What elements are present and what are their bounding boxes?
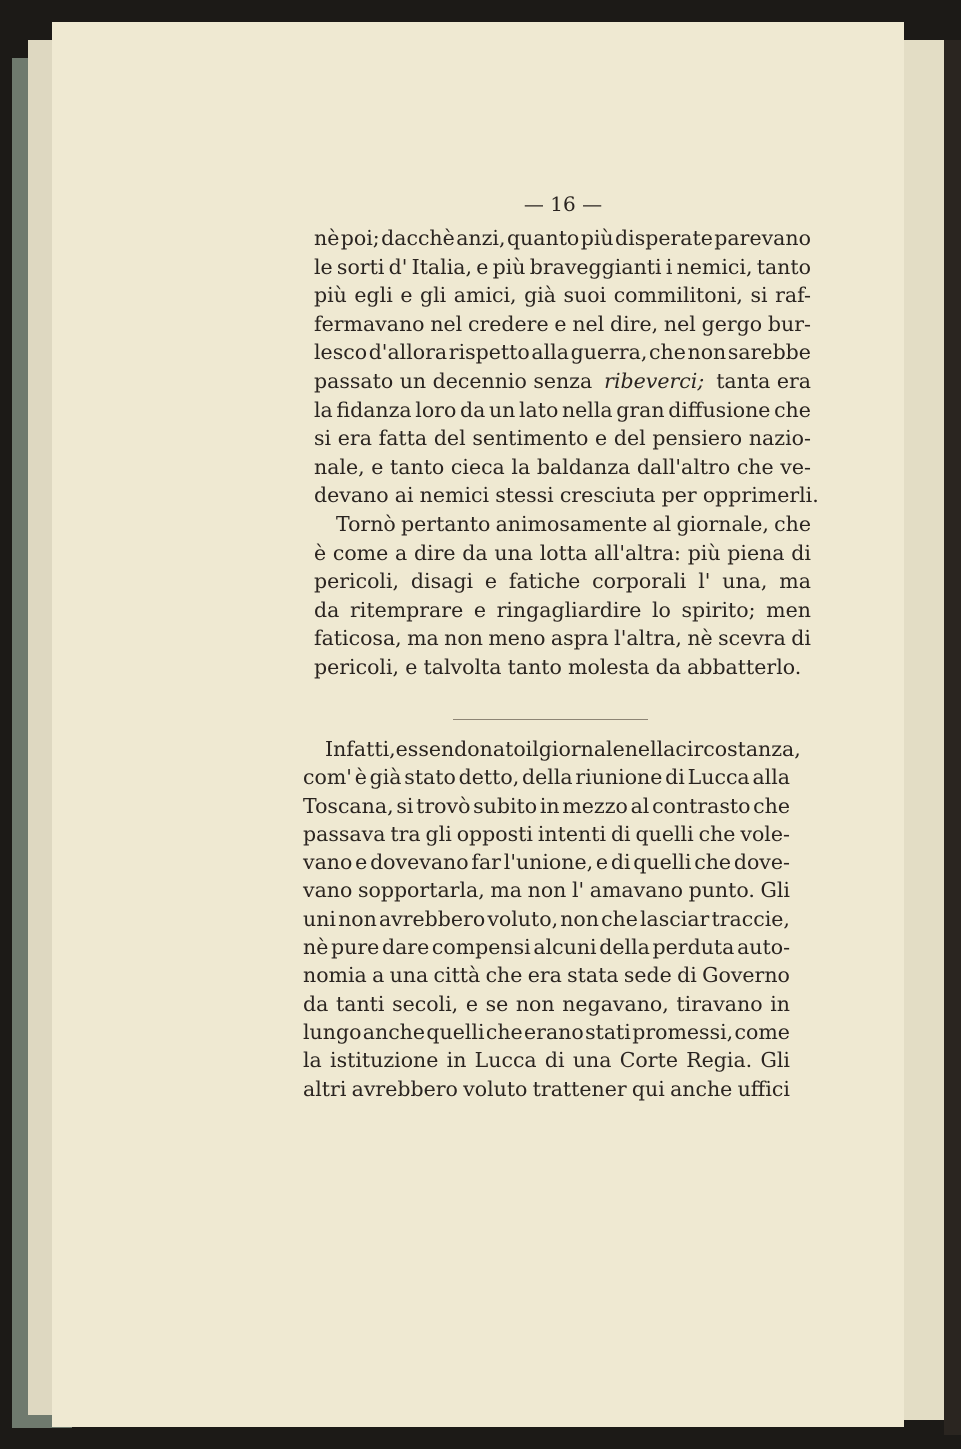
word: ai: [394, 483, 414, 508]
word: scevra: [718, 626, 786, 651]
word: che: [736, 454, 774, 479]
word: alla: [531, 340, 569, 365]
right-page-edges: [904, 40, 944, 1420]
word: dove-: [733, 850, 790, 875]
word: voluto,: [487, 906, 559, 931]
text-line: [314, 281, 811, 310]
word: gran: [616, 397, 665, 422]
word: loro: [415, 397, 457, 422]
word: d': [388, 254, 408, 279]
word: stata: [567, 963, 619, 988]
word: di: [610, 821, 631, 846]
word: pure: [331, 935, 380, 960]
word: tiravano: [676, 991, 763, 1016]
word: che: [774, 397, 811, 422]
word: bur-: [767, 311, 811, 336]
text-line: [303, 1018, 790, 1046]
text-line: [303, 961, 790, 989]
word: dacchè: [381, 226, 455, 250]
word: giornale,: [676, 511, 769, 536]
word: l'unione,: [503, 850, 594, 875]
text-line: [314, 481, 819, 510]
word: passava: [303, 821, 386, 846]
text-line: [314, 596, 811, 625]
word: vano: [303, 878, 353, 903]
text-line: [303, 1046, 790, 1074]
text-line: [303, 820, 790, 848]
word: in: [539, 793, 560, 818]
word: men: [766, 597, 811, 622]
text-line: [314, 253, 811, 282]
word: della: [522, 765, 573, 790]
word: all'altra:: [594, 540, 681, 565]
word: mezzo: [562, 793, 628, 818]
text-line: [303, 990, 790, 1018]
text-line: [314, 424, 811, 453]
word: Regia.: [686, 1048, 753, 1073]
word: e: [465, 991, 478, 1016]
word: al: [652, 511, 672, 536]
word: e: [371, 454, 384, 479]
word: secoli,: [392, 991, 459, 1016]
text-line: [314, 567, 811, 596]
word: da: [314, 597, 340, 622]
word: pericoli,: [314, 654, 400, 679]
word: giornale: [538, 737, 625, 761]
word: la: [303, 1048, 322, 1073]
word: com': [303, 765, 352, 790]
word: diffusione: [668, 397, 771, 422]
word: non: [560, 906, 599, 931]
word: lo: [651, 597, 671, 622]
word: spirito;: [681, 597, 756, 622]
word: nella: [624, 737, 676, 761]
word: Gli: [760, 878, 790, 903]
word: che: [649, 340, 686, 365]
word: nemici: [419, 483, 490, 508]
text-line: [314, 338, 811, 367]
word: baldanza: [536, 454, 631, 479]
word: gli: [420, 283, 447, 308]
word: far: [471, 850, 501, 875]
word: da: [462, 540, 488, 565]
word: lotta: [539, 540, 588, 565]
word: raf-: [775, 283, 811, 308]
word: nel: [572, 311, 605, 336]
word: nemici,: [676, 254, 753, 279]
word: quelli: [426, 1019, 485, 1044]
word: lato: [518, 397, 559, 422]
word: Lucca: [474, 1048, 537, 1073]
text-line: [314, 653, 811, 682]
word: più: [492, 254, 526, 279]
word: faticosa,: [314, 626, 402, 651]
word: fatiche: [508, 569, 581, 594]
word: auto-: [737, 935, 790, 960]
word: sede: [623, 963, 672, 988]
word: pensiero: [652, 426, 743, 451]
word: quelli: [635, 821, 694, 846]
text-line: [314, 510, 811, 539]
word: i: [665, 254, 673, 279]
word: disperate: [615, 226, 713, 250]
word: da: [459, 397, 486, 422]
word: si: [314, 426, 332, 451]
word: d'allora: [368, 340, 448, 365]
word: gli: [425, 821, 452, 846]
word: di: [610, 850, 631, 875]
word: sorti: [336, 254, 385, 279]
word: nomia: [303, 963, 367, 988]
word: contrasto: [652, 793, 751, 818]
word: uffici: [737, 1076, 790, 1101]
italic-word: ribeverci;: [604, 368, 705, 393]
word: pertanto: [401, 511, 491, 536]
word: istituzione: [330, 1048, 439, 1073]
word: stessi: [495, 483, 554, 508]
word: una: [572, 1048, 612, 1073]
word: era: [337, 426, 372, 451]
word: animosamente: [495, 511, 648, 536]
word: e: [473, 597, 486, 622]
word: subito: [473, 793, 538, 818]
word: avrebbero: [378, 906, 486, 931]
word: braveggianti: [529, 254, 662, 279]
word: sopportarla,: [357, 878, 485, 903]
word: promessi,: [632, 1019, 734, 1044]
word: tanto: [390, 454, 445, 479]
word: dire: [413, 540, 456, 565]
word: non: [687, 340, 727, 365]
text-line-with-italic: [314, 367, 811, 396]
word: nè: [303, 935, 329, 960]
word: anche: [670, 1076, 733, 1101]
word: se: [485, 991, 509, 1016]
word: Gli: [760, 1048, 790, 1073]
word: compensi: [431, 935, 531, 960]
text-segment: tanta era: [716, 368, 811, 393]
word: dire,: [610, 311, 659, 336]
word: piena: [727, 540, 785, 565]
word: stato: [404, 765, 456, 790]
word: nato: [479, 737, 526, 761]
word: nel: [663, 311, 696, 336]
word: vole-: [740, 821, 790, 846]
word: più: [687, 540, 721, 565]
word: egli: [354, 283, 393, 308]
word: opprimerli.: [702, 483, 819, 508]
word: già: [524, 283, 556, 308]
word: ma: [407, 626, 439, 651]
word: qui: [631, 1076, 665, 1101]
word: dare: [381, 935, 430, 960]
word: che: [485, 1019, 523, 1044]
word: quelli: [633, 850, 692, 875]
word: e: [400, 283, 413, 308]
word: e: [595, 426, 608, 451]
word: nale,: [314, 454, 365, 479]
word: amici,: [453, 283, 517, 308]
word: uni: [303, 906, 336, 931]
word: in: [446, 1048, 467, 1073]
text-line: [314, 224, 811, 253]
word: non: [338, 906, 377, 931]
word: parevano: [714, 226, 811, 250]
word: fatta: [378, 426, 428, 451]
text-line: [303, 876, 790, 904]
text-line: [314, 310, 811, 339]
text-line: [303, 1075, 790, 1103]
word: nella: [561, 397, 613, 422]
word: suoi: [563, 283, 607, 308]
word: perduta: [652, 935, 735, 960]
word: essendo: [395, 737, 480, 761]
text-line: [303, 735, 801, 763]
word: più: [314, 283, 347, 308]
word: di: [544, 1048, 565, 1073]
word: anzi,: [456, 226, 506, 250]
word: che: [774, 511, 811, 536]
word: da: [655, 654, 681, 679]
word: per: [661, 483, 697, 508]
word: che: [698, 821, 736, 846]
word: del: [433, 426, 466, 451]
word: alcuni: [533, 935, 597, 960]
word: nazio-: [748, 426, 811, 451]
word: l': [571, 878, 585, 903]
word: alla: [752, 765, 790, 790]
word: già: [369, 765, 402, 790]
word: che: [694, 850, 732, 875]
word: opposti: [456, 821, 533, 846]
word: è: [314, 540, 327, 565]
word: non: [515, 991, 555, 1016]
word: lesco: [314, 340, 368, 365]
word: non: [444, 626, 483, 651]
word: meno: [488, 626, 546, 651]
text-segment: passato un decennio senza: [314, 368, 593, 393]
word: in: [770, 991, 790, 1016]
word: guerra,: [570, 340, 648, 365]
word: a: [372, 963, 385, 988]
word: di: [791, 626, 811, 651]
word: di: [677, 963, 697, 988]
word: lungo: [303, 1019, 362, 1044]
word: gergo: [701, 311, 763, 336]
text-line: [314, 539, 811, 568]
word: trovò: [416, 793, 471, 818]
word: traccie,: [711, 906, 790, 931]
word: di: [665, 765, 685, 790]
word: credere: [468, 311, 549, 336]
word: non: [527, 878, 567, 903]
word: dall'altro: [636, 454, 731, 479]
word: erano: [524, 1019, 584, 1044]
word: tanto: [756, 254, 811, 279]
word: commilitoni,: [613, 283, 743, 308]
word: fidanza: [336, 397, 412, 422]
word: ve-: [780, 454, 811, 479]
word: circostanza,: [675, 737, 801, 761]
word: che: [753, 793, 790, 818]
word: la: [511, 454, 531, 479]
word: della: [599, 935, 650, 960]
paragraph-block-2: [303, 735, 801, 1103]
text-line: [303, 905, 790, 933]
word: molesta: [568, 654, 650, 679]
word: e: [476, 254, 489, 279]
word: il: [525, 737, 539, 761]
word: una,: [722, 569, 768, 594]
word: stati: [585, 1019, 631, 1044]
word: vano: [303, 850, 353, 875]
section-divider: [453, 719, 648, 720]
word: nel: [430, 311, 463, 336]
word: è: [354, 765, 367, 790]
word: Italia,: [411, 254, 473, 279]
word: riunione: [575, 765, 663, 790]
word: e: [484, 569, 498, 594]
word: poi;: [340, 226, 380, 250]
word: una: [389, 963, 429, 988]
word: sentimento: [472, 426, 589, 451]
text-line: [303, 848, 790, 876]
text-line: [303, 763, 790, 791]
word: ringagliardire: [496, 597, 642, 622]
word: nè: [687, 626, 713, 651]
word: un: [488, 397, 516, 422]
word: le: [314, 254, 333, 279]
word: cieca: [450, 454, 505, 479]
word: si: [750, 283, 768, 308]
word: si: [396, 793, 414, 818]
word: come: [332, 540, 389, 565]
word: corporali: [592, 569, 687, 594]
text-line: [314, 453, 811, 482]
text-line: [314, 396, 811, 425]
word: anche: [362, 1019, 426, 1044]
word: aspra: [550, 626, 609, 651]
word: nè: [314, 226, 340, 250]
word: dovevano: [370, 850, 469, 875]
word: lasciar: [640, 906, 710, 931]
word: tanto: [507, 654, 562, 679]
paragraph-block-1: [314, 224, 819, 682]
word: Lucca: [687, 765, 750, 790]
word: detto,: [458, 765, 520, 790]
word: come: [734, 1019, 790, 1044]
word: amavano: [589, 878, 683, 903]
word: voluto: [463, 1076, 528, 1101]
word: tanti: [335, 991, 385, 1016]
word: fermavano: [314, 311, 425, 336]
word: e: [405, 654, 418, 679]
word: trattener: [532, 1076, 627, 1101]
word: punto.: [688, 878, 755, 903]
word: di: [791, 540, 811, 565]
word: disagi: [410, 569, 474, 594]
word: al: [630, 793, 650, 818]
word: pericoli,: [314, 569, 400, 594]
text-line: [303, 792, 790, 820]
word: sarebbe: [727, 340, 811, 365]
word: e: [355, 850, 368, 875]
word: più: [580, 226, 614, 250]
word: rispetto: [448, 340, 530, 365]
word: l': [698, 569, 711, 594]
word: Corte: [619, 1048, 678, 1073]
word: e: [554, 311, 567, 336]
word: a: [394, 540, 408, 565]
text-line: [314, 624, 811, 653]
word: intenti: [537, 821, 607, 846]
right-shadow: [944, 40, 961, 1435]
word: città: [433, 963, 481, 988]
word: l'altra,: [614, 626, 682, 651]
word: Governo: [702, 963, 790, 988]
word: quanto: [506, 226, 580, 250]
word: tra: [390, 821, 421, 846]
word: una: [494, 540, 533, 565]
word: avrebbero: [351, 1076, 458, 1101]
word: ma: [490, 878, 523, 903]
word: Infatti,: [325, 737, 396, 761]
word: e: [595, 850, 609, 875]
word: la: [314, 397, 333, 422]
text-line: [303, 933, 790, 961]
word: talvolta: [423, 654, 502, 679]
page-number: — 16 —: [523, 192, 603, 216]
word: era: [527, 963, 562, 988]
word: che: [601, 906, 638, 931]
word: negavano,: [562, 991, 669, 1016]
word: ritemprare: [349, 597, 464, 622]
word: Tornò: [336, 511, 396, 536]
word: ma: [779, 569, 811, 594]
word: abbatterlo.: [687, 654, 802, 679]
word: cresciuta: [559, 483, 656, 508]
word: devano: [314, 483, 389, 508]
word: Toscana,: [303, 793, 394, 818]
word: da: [303, 991, 329, 1016]
word: del: [613, 426, 646, 451]
word: che: [485, 963, 523, 988]
word: altri: [303, 1076, 347, 1101]
